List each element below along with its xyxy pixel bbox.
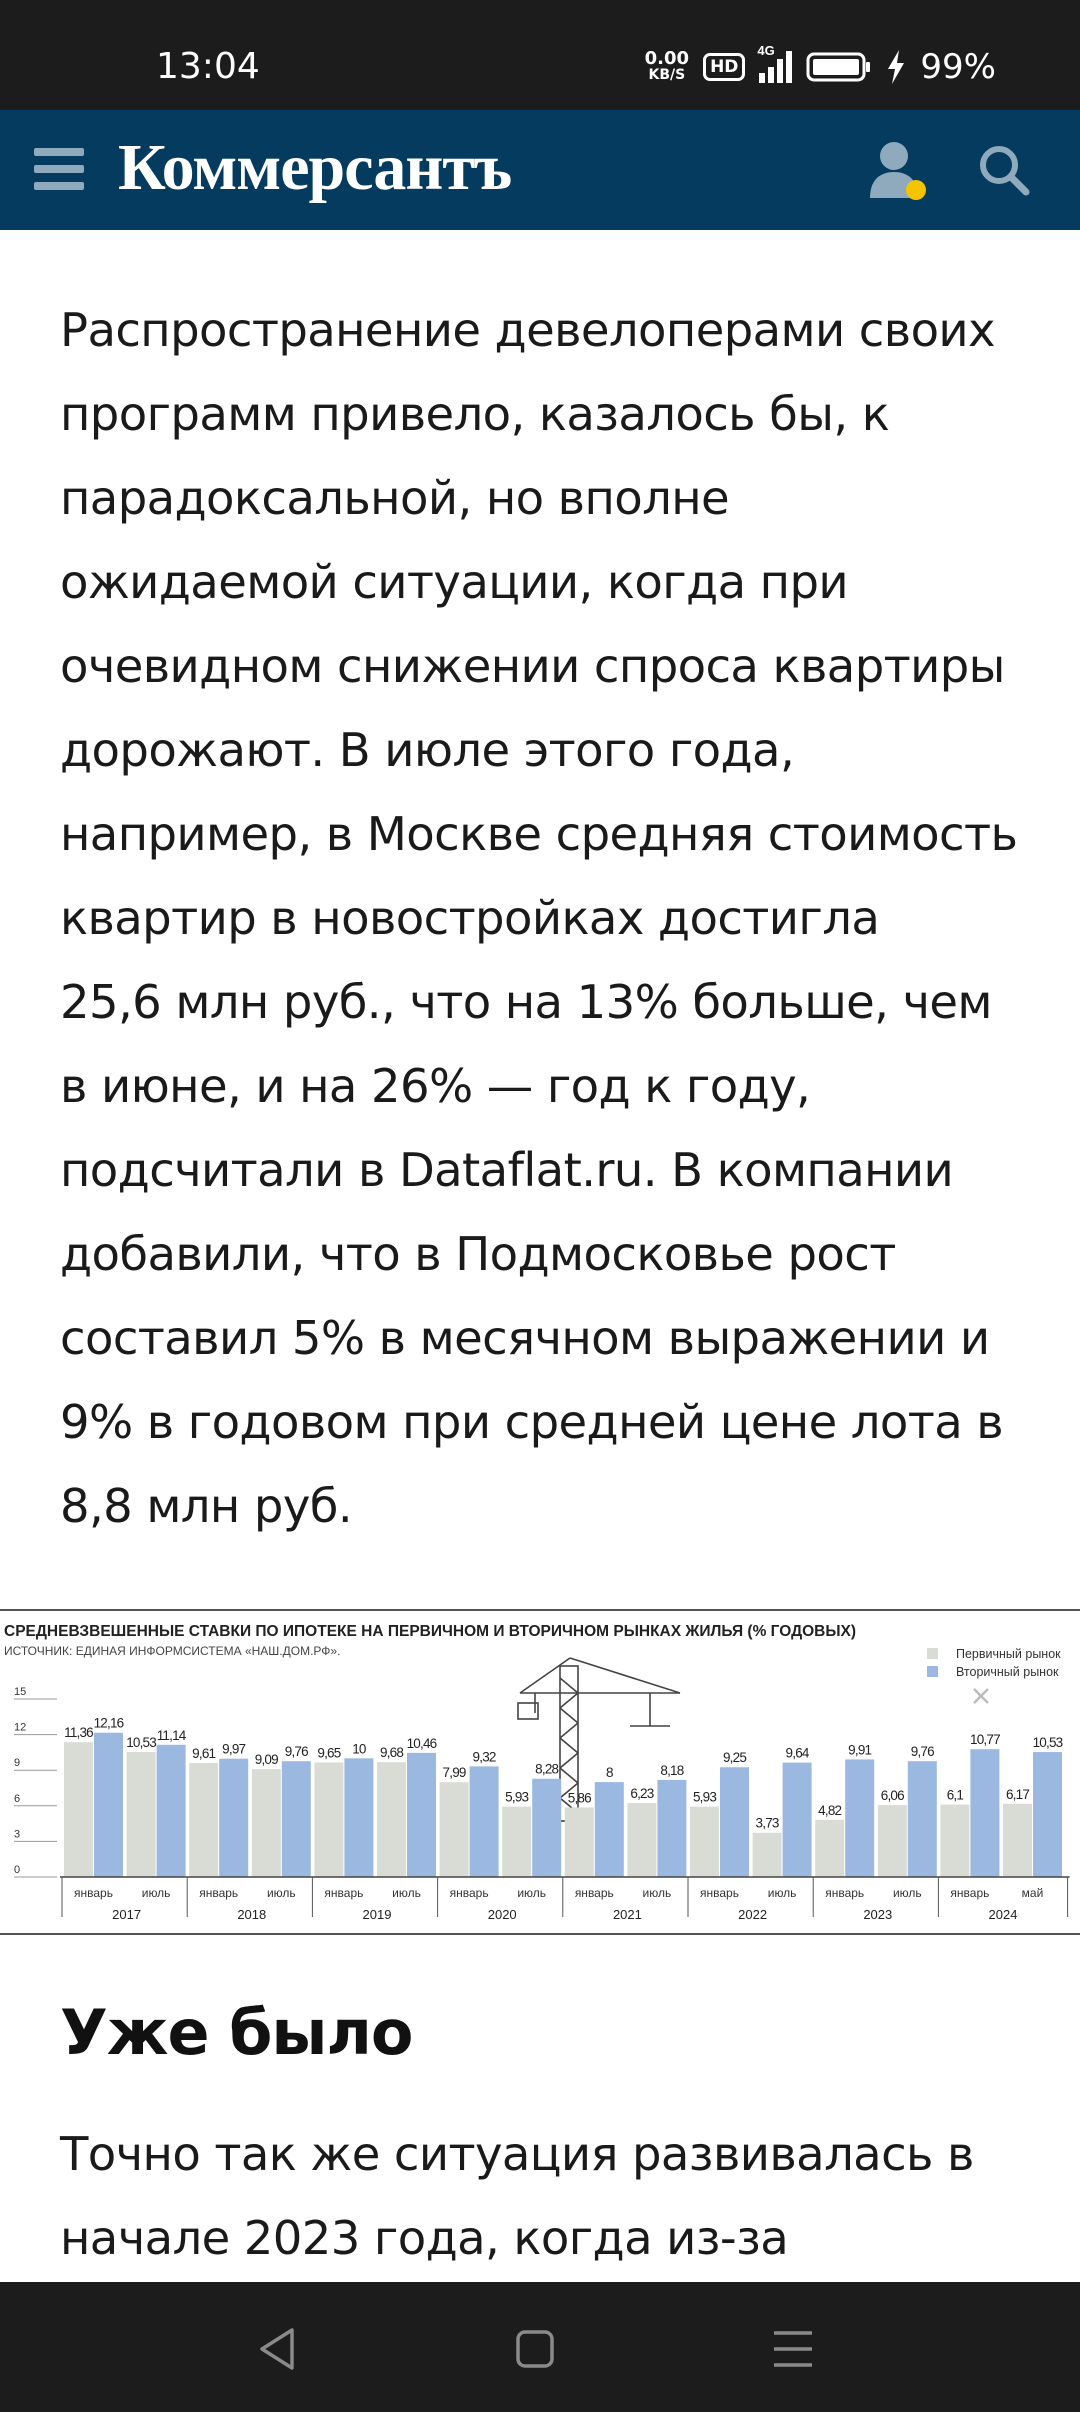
x-tick-label: июль [266,1886,296,1900]
paragraph-line: квартир в новостройках достигла [60,891,880,945]
data-label: 10,53 [1032,1735,1063,1751]
chart-bar [219,1759,248,1877]
battery-icon [806,51,872,83]
chart-bar [1003,1804,1032,1877]
app-bar [0,110,1080,230]
status-icons [645,44,996,90]
chart-bar [502,1807,531,1877]
paragraph-line: ожидаемой ситуации, когда при [60,555,849,609]
x-tick-label: июль [141,1886,171,1900]
x-tick-label: январь [950,1886,990,1900]
paragraph-line: программ привело, казалось бы, к [60,387,890,441]
data-label: 8,28 [535,1761,559,1777]
paragraph-line: добавили, что в Подмосковье рост [60,1227,896,1281]
data-label: 10 [352,1741,366,1757]
x-tick-label: июль [642,1886,672,1900]
data-label: 6,23 [630,1786,654,1802]
chart-bar [970,1749,999,1877]
chart-subtitle: ИСТОЧНИК: ЕДИНАЯ ИНФОРМСИСТЕМА «НАШ.ДОМ.РФ». [4,1644,341,1658]
legend-swatch-secondary [927,1666,938,1677]
menu-icon[interactable] [34,146,84,192]
x-tick-label: январь [74,1886,113,1900]
recents-icon[interactable] [768,2324,818,2374]
paragraph-line: в июне, и на 26% — год к году, [60,1059,811,1113]
charging-icon [886,50,906,84]
chart-bar [157,1745,186,1877]
chart-bar [470,1766,499,1877]
chart-bar [1033,1752,1062,1877]
paragraph-line: очевидном снижении спроса квартиры [60,639,1005,693]
close-icon[interactable] [968,1683,994,1709]
paragraph-line: дорожают. В июле этого года, [60,723,795,777]
x-tick-label: январь [825,1886,865,1900]
chart-bar [657,1780,686,1877]
x-tick-label: июль [767,1886,797,1900]
chart-bar [940,1805,969,1877]
paragraph-line: составил 5% в месячном выражении и [60,1311,990,1365]
chart-bar [908,1761,937,1877]
user-icon[interactable] [868,140,928,202]
data-label: 12,16 [93,1715,124,1731]
paragraph-line: начале 2023 года, когда из-за [60,2211,789,2265]
legend-label-secondary: Вторичный рынок [956,1665,1059,1679]
year-label: 2023 [863,1907,893,1922]
paragraph-line: подсчитали в Dataflat.ru. В компании [60,1143,954,1197]
data-label: 6,17 [1005,1786,1030,1802]
paragraph-line: 25,6 млн руб., что на 13% больше, чем [60,975,992,1029]
year-label: 2020 [487,1907,517,1922]
home-icon[interactable] [510,2324,560,2374]
data-label: 9,64 [785,1745,809,1761]
system-nav-bar [0,2282,1080,2412]
data-label: 9,76 [910,1744,934,1760]
data-label: 9,97 [222,1741,246,1757]
data-label: 9,09 [254,1752,278,1768]
logo[interactable]: Коммерсантъ [118,131,512,204]
chart-title: СРЕДНЕВЗВЕШЕННЫЕ СТАВКИ ПО ИПОТЕКЕ НА ПЕРВИЧНОМ И ВТОРИЧНОМ РЫНКАХ ЖИЛЬЯ (% ГОДОВЫХ) [4,1623,857,1640]
chart-bar [565,1807,594,1877]
chart-bar [720,1767,749,1877]
data-label: 9,61 [192,1745,216,1761]
year-label: 2021 [612,1907,642,1922]
chart-bar [94,1733,123,1877]
data-label: 9,25 [722,1750,747,1766]
net-speed-unit: KB/S [648,67,686,83]
x-tick-label: июль [517,1886,547,1900]
hd-icon: HD [703,53,745,81]
chart-bar [64,1742,93,1877]
chart-bar [252,1769,281,1877]
data-label: 10,46 [406,1735,437,1751]
data-label: 3,73 [755,1815,779,1831]
chart-bar [407,1753,436,1877]
paragraph-line: 8,8 млн руб. [60,1479,353,1533]
net-speed-value: 0.00 [644,48,690,69]
data-label: 11,14 [156,1727,186,1743]
search-icon[interactable] [978,144,1030,196]
year-label: 2024 [988,1907,1018,1922]
y-tick-label: 0 [14,1864,21,1876]
chart-bar [845,1759,874,1877]
x-tick-label: январь [324,1886,364,1900]
data-label: 5,93 [505,1789,529,1805]
x-tick-label: июль [892,1886,922,1900]
legend-label-primary: Первичный рынок [956,1647,1061,1661]
data-label: 6,06 [880,1788,904,1804]
legend-swatch-primary [927,1648,938,1659]
chart-grid [14,1686,57,1877]
data-label: 6,1 [946,1787,964,1803]
data-label: 10,77 [970,1732,1000,1748]
chart-bar [282,1761,311,1877]
mortgage-rates-chart[interactable] [0,1608,1080,1936]
y-tick-label: 6 [14,1792,21,1805]
paragraph-line: Точно так же ситуация развивалась в [60,2127,974,2181]
x-tick-label: июль [392,1886,421,1900]
x-tick-label: январь [574,1886,614,1900]
y-tick-label: 15 [14,1686,27,1698]
year-label: 2017 [112,1907,142,1922]
chart-bar [878,1805,907,1877]
data-label: 8,18 [660,1762,684,1778]
chart-bar [127,1752,156,1877]
year-label: 2018 [237,1907,267,1922]
data-label: 7,99 [442,1765,466,1781]
status-bar [0,0,1080,110]
data-label: 8 [605,1765,613,1781]
y-tick-label: 12 [14,1721,27,1734]
y-tick-label: 3 [14,1828,21,1841]
data-label: 9,76 [284,1744,308,1760]
chart-legend [927,1647,1061,1679]
data-label: 9,65 [317,1745,341,1761]
data-label: 9,32 [472,1749,496,1765]
net-speed [645,50,689,84]
x-tick-label: январь [199,1886,239,1900]
paragraph-line: например, в Москве средняя стоимость [60,807,1018,861]
data-label: 9,91 [848,1742,872,1758]
x-tick-label: май [1021,1886,1044,1900]
chart-bar [314,1762,343,1877]
signal-icon [757,43,792,83]
paragraph-line: парадоксальной, но вполне [60,471,730,525]
data-label: 5,86 [567,1790,591,1806]
data-label: 11,36 [64,1725,93,1741]
data-label: 5,93 [692,1789,717,1805]
paragraph-line: Распространение девелоперами своих [60,303,995,357]
data-label: 4,82 [818,1802,842,1818]
chart-axis [60,1877,1070,1922]
chart-bar [627,1803,656,1877]
chart-bar [189,1763,218,1877]
chart-bar [532,1779,561,1877]
data-label: 10,53 [126,1735,156,1751]
chart-bar [595,1782,624,1877]
chart-bar [377,1762,406,1877]
article-paragraph-2 [60,2112,1050,2280]
year-label: 2022 [738,1907,768,1922]
chart-bar [783,1763,812,1877]
chart-bar [815,1820,844,1877]
x-tick-label: январь [449,1886,489,1900]
x-tick-label: январь [700,1886,739,1900]
paragraph-line: 9% в годовом при средней цене лота в [60,1395,1004,1449]
article-paragraph [60,288,1050,1548]
back-icon[interactable] [252,2324,302,2374]
notification-dot [906,180,926,200]
network-type: 4G [757,43,775,58]
data-label: 9,68 [379,1745,404,1761]
chart-bar [753,1833,782,1877]
chart-bar [344,1758,373,1877]
year-label: 2019 [362,1907,392,1922]
chart-bar [690,1807,719,1877]
section-heading: Уже было [60,1996,413,2069]
chart-bar [440,1782,469,1877]
status-time: 13:04 [156,46,260,87]
y-tick-label: 9 [14,1757,21,1770]
battery-percent: 99% [920,47,996,87]
